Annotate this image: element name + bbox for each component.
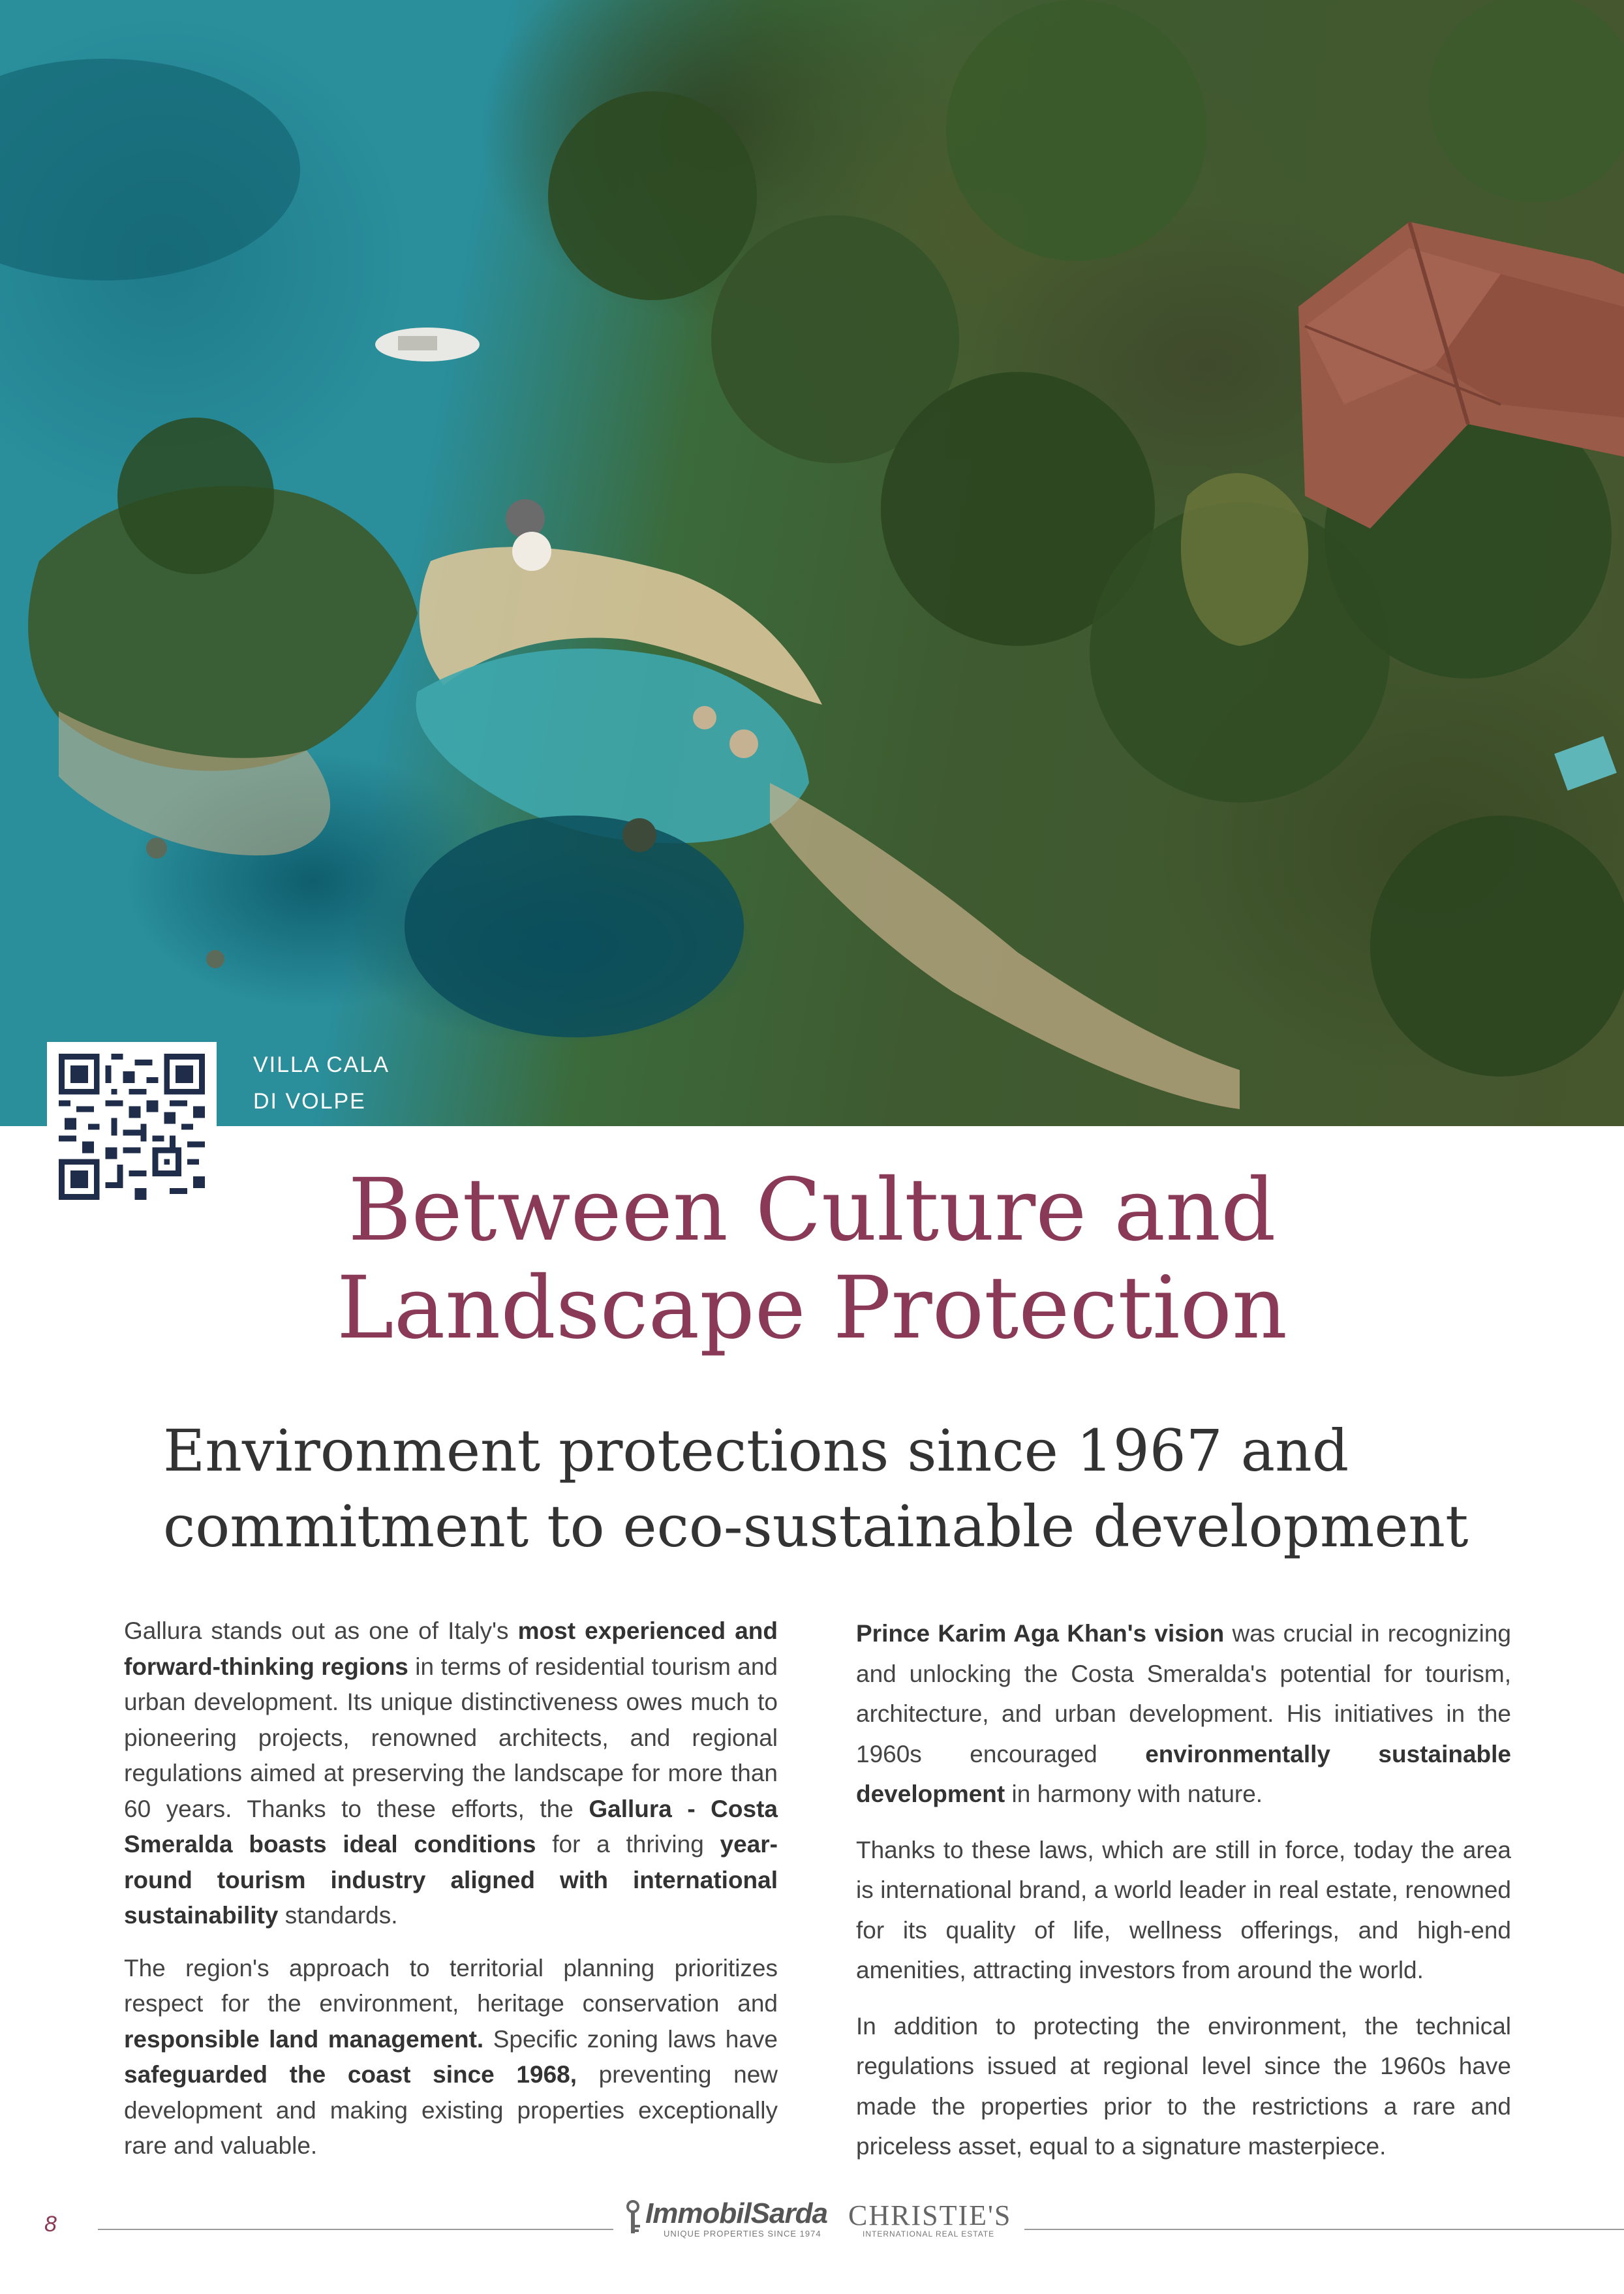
- left-paragraph-1: [124, 1613, 778, 1934]
- bold-text-run: safeguarded the coast since 1968,: [124, 2061, 577, 2088]
- christies-tagline: INTERNATIONAL REAL ESTATE: [863, 2229, 995, 2239]
- text-run: preventing new development and making existing properties exceptionally rare and valuable.: [124, 2061, 778, 2159]
- title-line-2: Landscape Protection: [336, 1258, 1288, 1358]
- bold-text-run: environmentally sustainable development: [856, 1740, 1511, 1807]
- page-subtitle: [163, 1413, 1533, 1565]
- christies-logo: [848, 2199, 1018, 2240]
- caption-line-2: DI VOLPE: [253, 1089, 366, 1114]
- bold-text-run: most experienced and forward-thinking regions: [124, 1617, 778, 1680]
- right-paragraph-1: [856, 1613, 1511, 1814]
- right-paragraph-3: [856, 2006, 1511, 2167]
- text-run: standards.: [278, 1902, 398, 1929]
- bold-text-run: Prince Karim Aga Khan's vision: [856, 1620, 1225, 1647]
- subtitle-line-1: Environment protections since 1967 and: [163, 1417, 1349, 1484]
- footer-divider-right: [1024, 2229, 1624, 2230]
- left-column: [124, 1613, 778, 2164]
- text-run: Thanks to these laws, which are still in force, today the area is international brand, a world leader in real estate, renowned for its quality of life, wellness offerings, and high-end amenities, attracting investors from around the world.: [856, 1836, 1511, 1983]
- right-column: [856, 1613, 1511, 2167]
- text-run: The region's approach to territorial planning prioritizes respect for the environment, heritage conservation and: [124, 1954, 778, 2017]
- christies-wordmark: CHRISTIE'S: [848, 2199, 1012, 2231]
- immobilsarda-tagline: UNIQUE PROPERTIES SINCE 1974: [664, 2229, 821, 2239]
- photo-caption: [253, 1047, 390, 1120]
- page-number: 8: [44, 2212, 57, 2237]
- hero-aerial-photo: [0, 0, 1624, 1126]
- subtitle-line-2: commitment to eco-sustainable development: [163, 1493, 1469, 1560]
- text-run: was crucial in recognizing and unlocking the Costa Smeralda's potential for tourism, architecture, and urban development. His initiatives in the 1960s encouraged: [856, 1620, 1511, 1767]
- text-run: Specific zoning laws have: [483, 2025, 778, 2053]
- bold-text-run: responsible land management.: [124, 2025, 484, 2053]
- bold-text-run: year-round tourism industry aligned with international sustainability: [124, 1831, 778, 1929]
- bold-text-run: Gallura - Costa Smeralda boasts ideal conditions: [124, 1795, 778, 1858]
- text-run: Gallura stands out as one of Italy's: [124, 1617, 518, 1644]
- caption-line-1: VILLA CALA: [253, 1052, 390, 1077]
- left-paragraph-2: [124, 1951, 778, 2164]
- text-run: for a thriving: [536, 1831, 720, 1858]
- aerial-landscape-illustration: [0, 0, 1624, 1126]
- text-run: in terms of residential tourism and urban development. Its unique distinctiveness owes much to pioneering projects, renowned architects, and regional regulations aimed at preserving the landscape for more than 60 years. Thanks to these efforts, the: [124, 1653, 778, 1822]
- page-title: [0, 1161, 1624, 1357]
- footer-divider-left: [98, 2229, 613, 2230]
- key-icon: [623, 2200, 643, 2235]
- text-run: in harmony with nature.: [1005, 1781, 1263, 1807]
- immobilsarda-logo: [623, 2199, 825, 2240]
- right-paragraph-2: [856, 1830, 1511, 1991]
- immobilsarda-wordmark: ImmobilSarda: [645, 2197, 827, 2229]
- boat: [375, 328, 480, 361]
- title-line-1: Between Culture and: [348, 1160, 1276, 1261]
- text-run: In addition to protecting the environment, the technical regulations issued at regional level since the 1960s have made the properties prior to the restrictions a rare and priceless asset, equal to a signature masterpiece.: [856, 2012, 1511, 2160]
